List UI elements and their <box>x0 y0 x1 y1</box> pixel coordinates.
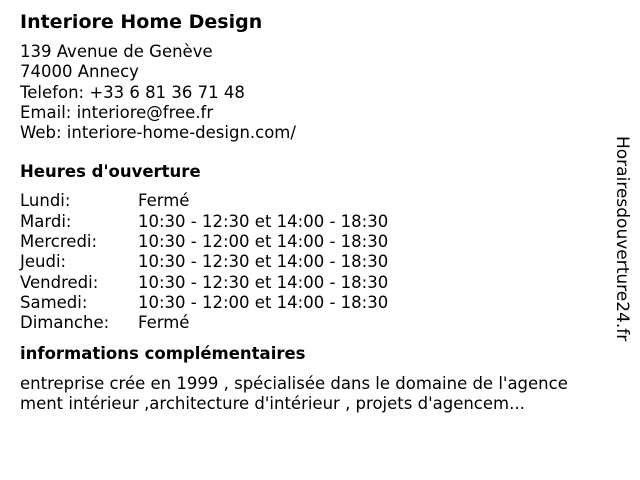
hours-time: 10:30 - 12:00 et 14:00 - 18:30 <box>138 232 389 252</box>
info-heading: informations complémentaires <box>20 343 306 363</box>
hours-time: 10:30 - 12:30 et 14:00 - 18:30 <box>138 211 389 231</box>
hours-row-monday <box>20 191 600 211</box>
hours-day: Lundi: <box>20 191 71 211</box>
hours-day: Mercredi: <box>20 232 98 252</box>
hours-table <box>20 191 600 333</box>
info-text-line-1: entreprise crée en 1999 , spécialisée dans le domaine de l'agence <box>20 373 568 393</box>
hours-time: Fermé <box>138 313 190 333</box>
phone-line: Telefon: +33 6 81 36 71 48 <box>20 82 245 102</box>
site-watermark: Horairesdouverture24.fr <box>612 136 632 342</box>
info-text-line-2: ment intérieur ,architecture d'intérieur , projets d'agencem... <box>20 393 525 413</box>
business-name: Interiore Home Design <box>20 11 263 33</box>
hours-row-wednesday <box>20 232 600 252</box>
hours-time: 10:30 - 12:30 et 14:00 - 18:30 <box>138 252 389 272</box>
business-card <box>20 9 600 414</box>
hours-day: Dimanche: <box>20 313 110 333</box>
hours-day: Vendredi: <box>20 272 99 292</box>
hours-row-tuesday <box>20 212 600 232</box>
hours-day: Mardi: <box>20 211 72 231</box>
email-line: Email: interiore@free.fr <box>20 102 214 122</box>
web-line: Web: interiore-home-design.com/ <box>20 123 296 143</box>
hours-time: Fermé <box>138 191 190 211</box>
address-line-1: 139 Avenue de Genève <box>20 42 213 61</box>
hours-time: 10:30 - 12:30 et 14:00 - 18:30 <box>138 272 389 292</box>
hours-heading: Heures d'ouverture <box>20 162 201 182</box>
hours-time: 10:30 - 12:00 et 14:00 - 18:30 <box>138 292 389 312</box>
address-line-2: 74000 Annecy <box>20 62 139 82</box>
hours-day: Samedi: <box>20 292 88 312</box>
hours-row-friday <box>20 273 600 293</box>
hours-row-thursday <box>20 252 600 272</box>
hours-row-sunday <box>20 313 600 333</box>
hours-day: Jeudi: <box>20 252 67 272</box>
hours-row-saturday <box>20 293 600 313</box>
